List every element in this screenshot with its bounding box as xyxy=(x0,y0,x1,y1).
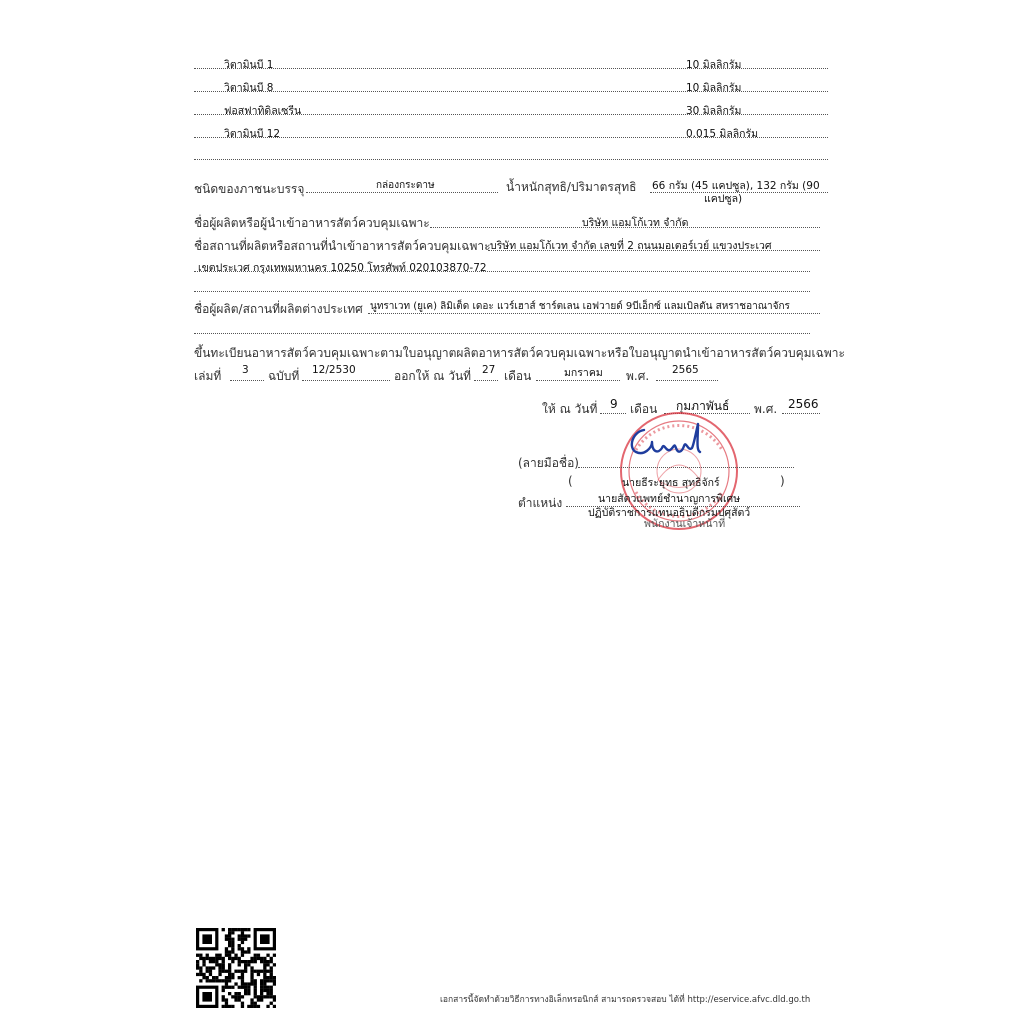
signature-line xyxy=(578,467,794,468)
field-line xyxy=(230,380,264,381)
foreign-label: ชื่อผู้ผลิต/สถานที่ผลิตต่างประเทศ xyxy=(194,302,363,316)
ingredient-4-amount: 0.015 มิลลิกรัม xyxy=(686,128,759,140)
field-line xyxy=(474,380,498,381)
given-day: 9 xyxy=(610,397,618,411)
row-divider xyxy=(194,159,828,160)
close-paren: ) xyxy=(780,474,785,488)
open-paren: ( xyxy=(568,474,573,488)
field-line xyxy=(194,271,810,272)
given-year: 2566 xyxy=(788,397,819,411)
weight-value-line1: 66 กรัม (45 แคปซูล), 132 กรัม (90 xyxy=(652,180,820,192)
issued-label: ออกให้ ณ วันที่ xyxy=(394,369,472,383)
foreign-value: นูทราเวท (ยูเค) ลิมิเต็ด เดอะ แวร์เฮาส์ ชาร์ตเลน เอฟวายด์ 9บีเอ็กซ์ แลมเบิลตัน สหราชอาณาจักร xyxy=(370,301,790,312)
field-line xyxy=(656,380,718,381)
place-value-line1: บริษัท แอมโก้เวท จำกัด เลขที่ 2 ถนนมอเตอร์เวย์ แขวงประเวศ xyxy=(490,240,772,252)
ingredient-2-name: วิตามินบี 8 xyxy=(224,82,274,94)
ingredient-3-name: ฟอสฟาทิดิลเซรีน xyxy=(224,105,302,117)
ingredient-1-amount: 10 มิลลิกรัม xyxy=(686,59,742,71)
ingredient-1-name: วิตามินบี 1 xyxy=(224,59,274,71)
issued-month: มกราคม xyxy=(564,367,603,379)
row-divider xyxy=(194,114,828,115)
given-month-label: เดือน xyxy=(630,402,658,416)
signer-name: นายธีระยุทธ สุทธิจักร์ xyxy=(622,477,720,489)
weight-label: น้ำหนักสุทธิ/ปริมาตรสุทธิ xyxy=(506,180,637,194)
field-line xyxy=(194,291,810,292)
manufacturer-label: ชื่อผู้ผลิตหรือผู้นำเข้าอาหารสัตว์ควบคุมเฉพาะ xyxy=(194,216,430,230)
row-divider xyxy=(194,137,828,138)
signature-label: (ลายมือชื่อ) xyxy=(518,456,579,470)
row-divider xyxy=(194,68,828,69)
registration-line: ขึ้นทะเบียนอาหารสัตว์ควบคุมเฉพาะตามใบอนุญาตผลิตอาหารสัตว์ควบคุมเฉพาะหรือใบอนุญาตนำเข้าอาหารสัตว์ควบคุมเฉพาะ xyxy=(194,346,845,360)
manufacturer-value: บริษัท แอมโก้เวท จำกัด xyxy=(582,217,689,229)
book-label: เล่มที่ xyxy=(194,369,222,383)
number-value: 12/2530 xyxy=(312,364,356,376)
row-divider xyxy=(194,91,828,92)
place-label: ชื่อสถานที่ผลิตหรือสถานที่นำเข้าอาหารสัตว์ควบคุมเฉพาะ xyxy=(194,239,491,253)
packaging-value: กล่องกระดาษ xyxy=(376,180,435,191)
footer-note: เอกสารนี้จัดทำด้วยวิธีการทางอิเล็กทรอนิกส์ สามารถตรวจสอบ ได้ที่ http://eservice.afvc.dld.go.th xyxy=(440,995,811,1005)
field-line xyxy=(302,380,390,381)
number-label: ฉบับที่ xyxy=(268,369,300,383)
handwritten-signature xyxy=(622,418,722,468)
issued-day: 27 xyxy=(482,364,496,376)
issued-month-label: เดือน xyxy=(504,369,532,383)
qr-code xyxy=(196,928,276,1008)
weight-value-line2: แคปซูล) xyxy=(704,193,743,205)
book-value: 3 xyxy=(242,364,249,376)
given-year-label: พ.ศ. xyxy=(754,402,778,416)
issued-year-label: พ.ศ. xyxy=(626,369,650,383)
position-line1: นายสัตวแพทย์ชำนาญการพิเศษ xyxy=(598,493,741,505)
position-line2: ปฏิบัติราชการแทนอธิบดีกรมปศุสัตว์ xyxy=(588,507,751,519)
given-month: กุมภาพันธ์ xyxy=(676,399,730,413)
ingredient-4-name: วิตามินบี 12 xyxy=(224,128,281,140)
field-line xyxy=(782,413,820,414)
packaging-label: ชนิดของภาชนะบรรจุ xyxy=(194,182,305,196)
ingredient-2-amount: 10 มิลลิกรัม xyxy=(686,82,742,94)
issued-year: 2565 xyxy=(672,364,699,376)
ingredient-3-amount: 30 มิลลิกรัม xyxy=(686,105,742,117)
place-value-line2: เขตประเวศ กรุงเทพมหานคร 10250 โทรศัพท์ 020103870-72 xyxy=(198,262,487,274)
field-line xyxy=(194,333,810,334)
given-label: ให้ ณ วันที่ xyxy=(542,402,598,416)
position-label: ตำแหน่ง xyxy=(518,496,563,510)
stamp-text: พนักงานเจ้าหน้าที่ xyxy=(644,518,726,530)
